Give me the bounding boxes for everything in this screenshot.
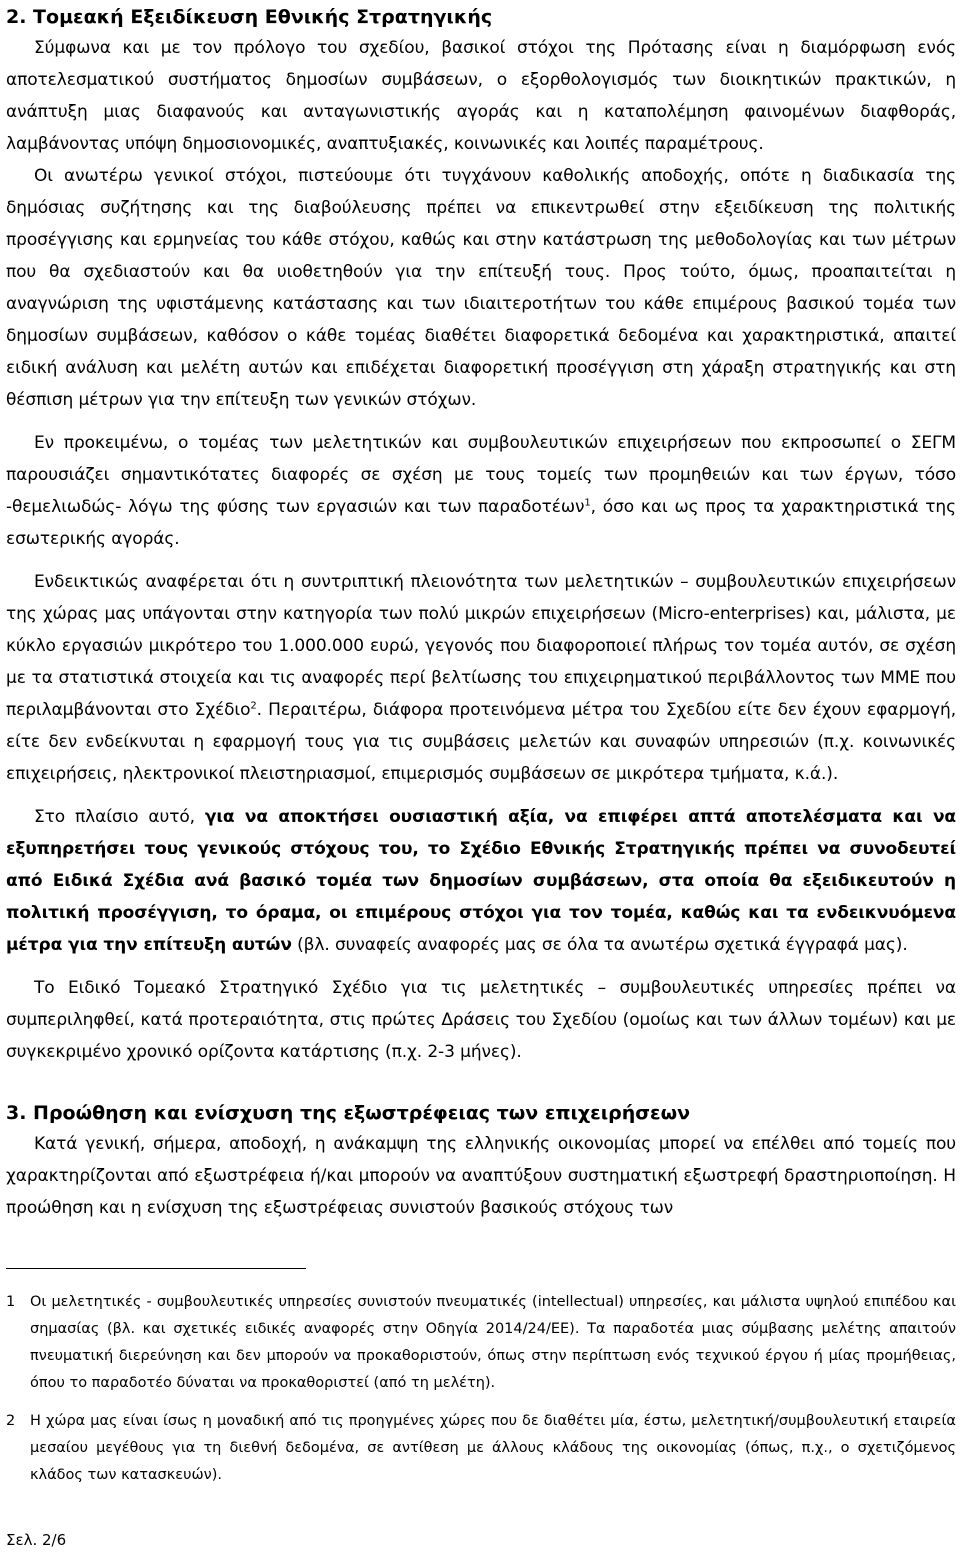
paragraph-text: , όσο και ως προς τα χαρακτηριστικά της εσωτερικής αγοράς. — [6, 497, 956, 549]
paragraph: Οι ανωτέρω γενικοί στόχοι, πιστεύουμε ότι τυγχάνουν καθολικής αποδοχής, οπότε η διαδικασία της δημόσιας συζήτησης και της διαβούλευσης πρέπει να επικεντρωθεί στην εξειδίκευση της πολιτικής προσέγγισης και ερμηνείας του κάθε στόχου, καθώς και στην κατάστρωση της μεθοδολογίας και των μέτρων που θα σχεδιαστούν και θα υιοθετηθούν για την επίτευξή τους. Προς τούτο, όμως, προαπαιτείται η αναγνώριση της υφιστάμενης κατάστασης και των ιδιαιτεροτήτων του κάθε επιμέρους βασικού τομέα των δημοσίων συμβάσεων, καθόσον ο κάθε τομέας διαθέτει διαφορετικά δεδομένα και χαρακτηριστικά, απαιτεί ειδική ανάλυση και μελέτη αυτών και επιδέχεται διαφορετική προσέγγιση στη χάραξη στρατηγικής και στη θέσπιση μέτρων για την επίτευξη των γενικών στόχων. — [6, 166, 956, 410]
section-3-heading — [6, 1098, 956, 1128]
footnote-2 — [6, 1408, 956, 1489]
section-3-heading-text: 3. Προώθηση και ενίσχυση της εξωστρέφειας των επιχειρήσεων — [6, 1102, 691, 1124]
paragraph-text: Ενδεικτικώς αναφέρεται ότι η συντριπτική πλειονότητα των μελετητικών – συμβουλευτικών επιχειρήσεων της χώρας μας υπάγονται στην κατηγορία των πολύ μικρών επιχειρήσεων (Micro-enterprises) και, μάλιστα, με κύκλο εργασιών μικρότερο του 1.000.000 ευρώ, γεγονός που διαφοροποιεί πλήρως τον τομέα αυτόν, σε σχέση με τα στατιστικά στοιχεία και τις αναφορές περί βελτίωσης του επιχειρηματικού περιβάλλοντος των ΜΜΕ που περιλαμβάνονται στο Σχέδιο — [6, 572, 956, 720]
paragraph-text: Εν προκειμένω, ο τομέας των μελετητικών και συμβουλευτικών επιχειρήσεων που εκπροσωπεί ο ΣΕΓΜ παρουσιάζει σημαντικότατες διαφορές σε σχέση με τους τομείς των προμηθειών και των έργων, τόσο -θεμελιωδώς- λόγω της φύσης των εργασιών και των παραδοτέων — [6, 433, 956, 517]
paragraph-text: Στο πλαίσιο αυτό, — [34, 807, 205, 827]
footnote-number: 2 — [6, 1413, 16, 1429]
footnote-separator — [6, 1268, 306, 1269]
footnote-1 — [6, 1289, 956, 1397]
footnote-number: 1 — [6, 1294, 16, 1310]
paragraph — [6, 427, 956, 555]
section-2-heading: 2. Τομεακή Εξειδίκευση Εθνικής Στρατηγικής — [6, 6, 493, 28]
footnotes — [6, 1289, 956, 1489]
paragraph: Το Ειδικό Τομεακό Στρατηγικό Σχέδιο για τις μελετητικές – συμβουλευτικές υπηρεσίες πρέπει να συμπεριληφθεί, κατά προτεραιότητα, στις πρώτες Δράσεις του Σχεδίου (ομοίως και των άλλων τομέων) και με συγκεκριμένο χρονικό ορίζοντα κατάρτισης (π.χ. 2-3 μήνες). — [6, 978, 956, 1062]
paragraph — [6, 566, 956, 790]
paragraph: Κατά γενική, σήμερα, αποδοχή, η ανάκαμψη της ελληνικής οικονομίας μπορεί να επέλθει από τομείς που χαρακτηρίζονται από εξωστρέφεια ή/και μπορούν να αναπτύξουν συστηματική εξωστρεφή δραστηριοποίηση. Η προώθηση και η ενίσχυση της εξωστρέφειας συνιστούν βασικούς στόχους των — [6, 1134, 956, 1218]
paragraph-text: (βλ. συναφείς αναφορές μας σε όλα τα ανωτέρω σχετικά έγγραφά μας). — [291, 935, 908, 955]
footnote-text: Η χώρα μας είναι ίσως η μοναδική από τις προηγμένες χώρες που δε διαθέτει μία, έστω, μελετητική/συμβουλευτική εταιρεία μεσαίου μεγέθους για τη διεθνή δεδομένα, σε αντίθεση με άλλους κλάδους της οικονομίας (όπως, π.χ., ο σχετιζόμενος κλάδος των κατασκευών). — [30, 1413, 956, 1483]
footnote-ref-1[interactable]: 1 — [584, 497, 591, 509]
emphasized-text: για να αποκτήσει ουσιαστική αξία, να επιφέρει απτά αποτελέσματα και να εξυπηρετήσει τους γενικούς στόχους του, το Σχέδιο Εθνικής Στρατηγικής πρέπει να συνοδευτεί από Ειδικά Σχέδια ανά βασικό τομέα των δημοσίων συμβάσεων, στα οποία θα εξειδικευτούν η πολιτική προσέγγιση, το όραμα, οι επιμέρους στόχοι για τον τομέα, καθώς και τα ενδεικνυόμενα μέτρα για την επίτευξη αυτών — [6, 807, 957, 955]
document-page — [6, 0, 956, 1500]
paragraph: Σύμφωνα και με τον πρόλογο του σχεδίου, βασικοί στόχοι της Πρότασης είναι η διαμόρφωση ενός αποτελεσματικού συστήματος δημοσίων συμβάσεων, ο εξορθολογισμός των διοικητικών πρακτικών, η ανάπτυξη μιας διαφανούς και ανταγωνιστικής αγοράς και η καταπολέμηση φαινομένων διαφθοράς, λαμβάνοντας υπόψη δημοσιονομικές, αναπτυξιακές, κοινωνικές και λοιπές παραμέτρους. — [6, 38, 956, 154]
paragraph — [6, 801, 956, 961]
footnote-ref-2[interactable]: 2 — [250, 700, 257, 712]
paragraph-text: . Περαιτέρω, διάφορα προτεινόμενα μέτρα του Σχεδίου είτε δεν έχουν εφαρμογή, είτε δεν ενδείκνυται η εφαρμογή τους για τις συμβάσεις μελετών και συναφών υπηρεσιών (π.χ. κοινωνικές επιχειρήσεις, ηλεκτρονικοί πλειστηριασμοί, επιμερισμός συμβάσεων σε μικρότερα τμήματα, κ.ά.). — [6, 700, 956, 784]
page-number: Σελ. 2/6 — [6, 1531, 67, 1549]
footnote-text: Οι μελετητικές - συμβουλευτικές υπηρεσίες συνιστούν πνευματικές (intellectual) υπηρεσίες, και μάλιστα υψηλού επιπέδου και σημασίας (βλ. και σχετικές ειδικές αναφορές στην Οδηγία 2014/24/ΕΕ). Τα παραδοτέα μιας σύμβασης μελέτης απαιτούν πνευματική διερεύνηση και δεν μπορούν να προκαθοριστούν, όπως στην περίπτωση ενός τεχνικού έργου ή μίας προμήθειας, όπου το παραδοτέο δύναται να προκαθοριστεί (από τη μελέτη). — [30, 1294, 956, 1391]
